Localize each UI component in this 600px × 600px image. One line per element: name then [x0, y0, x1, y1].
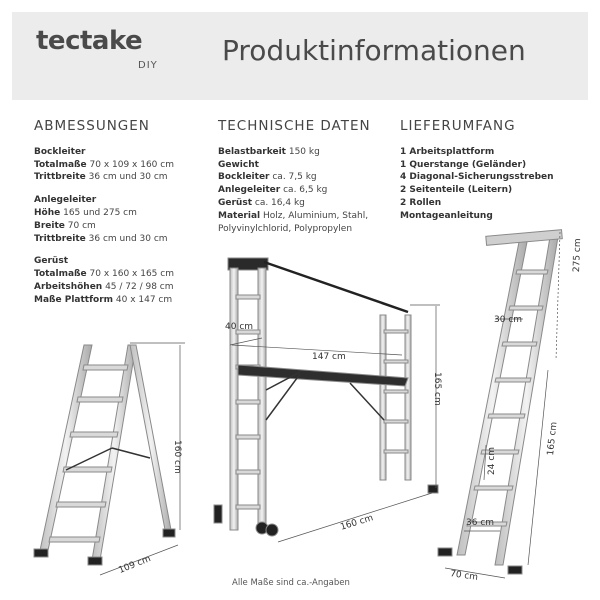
list-item: Montageanleitung — [400, 210, 493, 221]
spec-row: Anlegeleiter ca. 6,5 kg — [218, 185, 328, 196]
page-title: Produktinformationen — [222, 34, 526, 67]
spec-row: Maße Plattform 40 x 147 cm — [34, 294, 173, 305]
footnote: Alle Maße sind ca.-Angaben — [232, 578, 350, 588]
dimension-label-bock-height: 160 cm — [172, 440, 182, 474]
list-item: 1 Querstange (Geländer) — [400, 159, 527, 170]
dimension-label-scaffold-length: 160 cm — [339, 513, 375, 533]
section-heading-lieferumfang: LIEFERUMFANG — [400, 118, 516, 134]
list-item: 2 Seitenteile (Leitern) — [400, 185, 513, 196]
group-title-bockleiter: Bockleiter — [34, 146, 86, 157]
dimension-label-scaffold-height: 165 cm — [432, 372, 442, 406]
spec-row: Trittbreite 36 cm und 30 cm — [34, 172, 168, 183]
spec-row: Bockleiter ca. 7,5 kg — [218, 172, 317, 183]
list-item: 2 Rollen — [400, 197, 442, 208]
brand-logo: tectake — [36, 26, 143, 56]
spec-row: Material Holz, Aluminium, Stahl, — [218, 210, 369, 221]
spec-row: Trittbreite 36 cm und 30 cm — [34, 233, 168, 244]
scaffold-illustration — [214, 258, 438, 536]
spec-row: Gewicht — [218, 159, 259, 170]
spec-row: Arbeitshöhen 45 / 72 / 98 cm — [34, 281, 174, 292]
spec-row: Höhe 165 und 275 cm — [34, 207, 137, 218]
dimension-label-platform-length: 147 cm — [312, 352, 346, 362]
spec-row: Totalmaße 70 x 160 x 165 cm — [34, 269, 174, 280]
spec-row: Gerüst ca. 16,4 kg — [218, 197, 305, 208]
dimension-label-platform-depth: 40 cm — [225, 322, 254, 332]
spec-row: Belastbarkeit 150 kg — [218, 146, 320, 157]
dimension-label-rung-spacing: 24 cm — [487, 446, 497, 475]
dimension-label-ladder-bottom-height: 165 cm — [546, 421, 560, 457]
dimension-label-ladder-top-height: 275 cm — [572, 238, 584, 273]
list-item: 4 Diagonal-Sicherungsstreben — [400, 172, 554, 183]
list-item: 1 Arbeitsplattform — [400, 146, 495, 157]
step-ladder-illustration — [34, 345, 175, 565]
brand-logo-sub: DIY — [138, 60, 158, 71]
spec-row: Polyvinylchlorid, Polypropylen — [218, 223, 353, 234]
section-heading-abmessungen: ABMESSUNGEN — [34, 118, 150, 134]
dimension-label-ladder-top-width: 30 cm — [494, 315, 523, 325]
dimension-label-ladder-base-width: 70 cm — [449, 569, 479, 583]
dimension-label-bock-depth: 109 cm — [117, 554, 153, 576]
dimension-label-ladder-bottom-width: 36 cm — [466, 518, 495, 528]
section-heading-technische-daten: TECHNISCHE DATEN — [218, 118, 371, 134]
spec-row: Totalmaße 70 x 109 x 160 cm — [34, 159, 174, 170]
group-title-anlegeleiter: Anlegeleiter — [34, 195, 97, 206]
extension-ladder-illustration — [438, 230, 562, 574]
spec-row: Breite 70 cm — [34, 220, 96, 231]
group-title-geruest: Gerüst — [34, 256, 68, 267]
